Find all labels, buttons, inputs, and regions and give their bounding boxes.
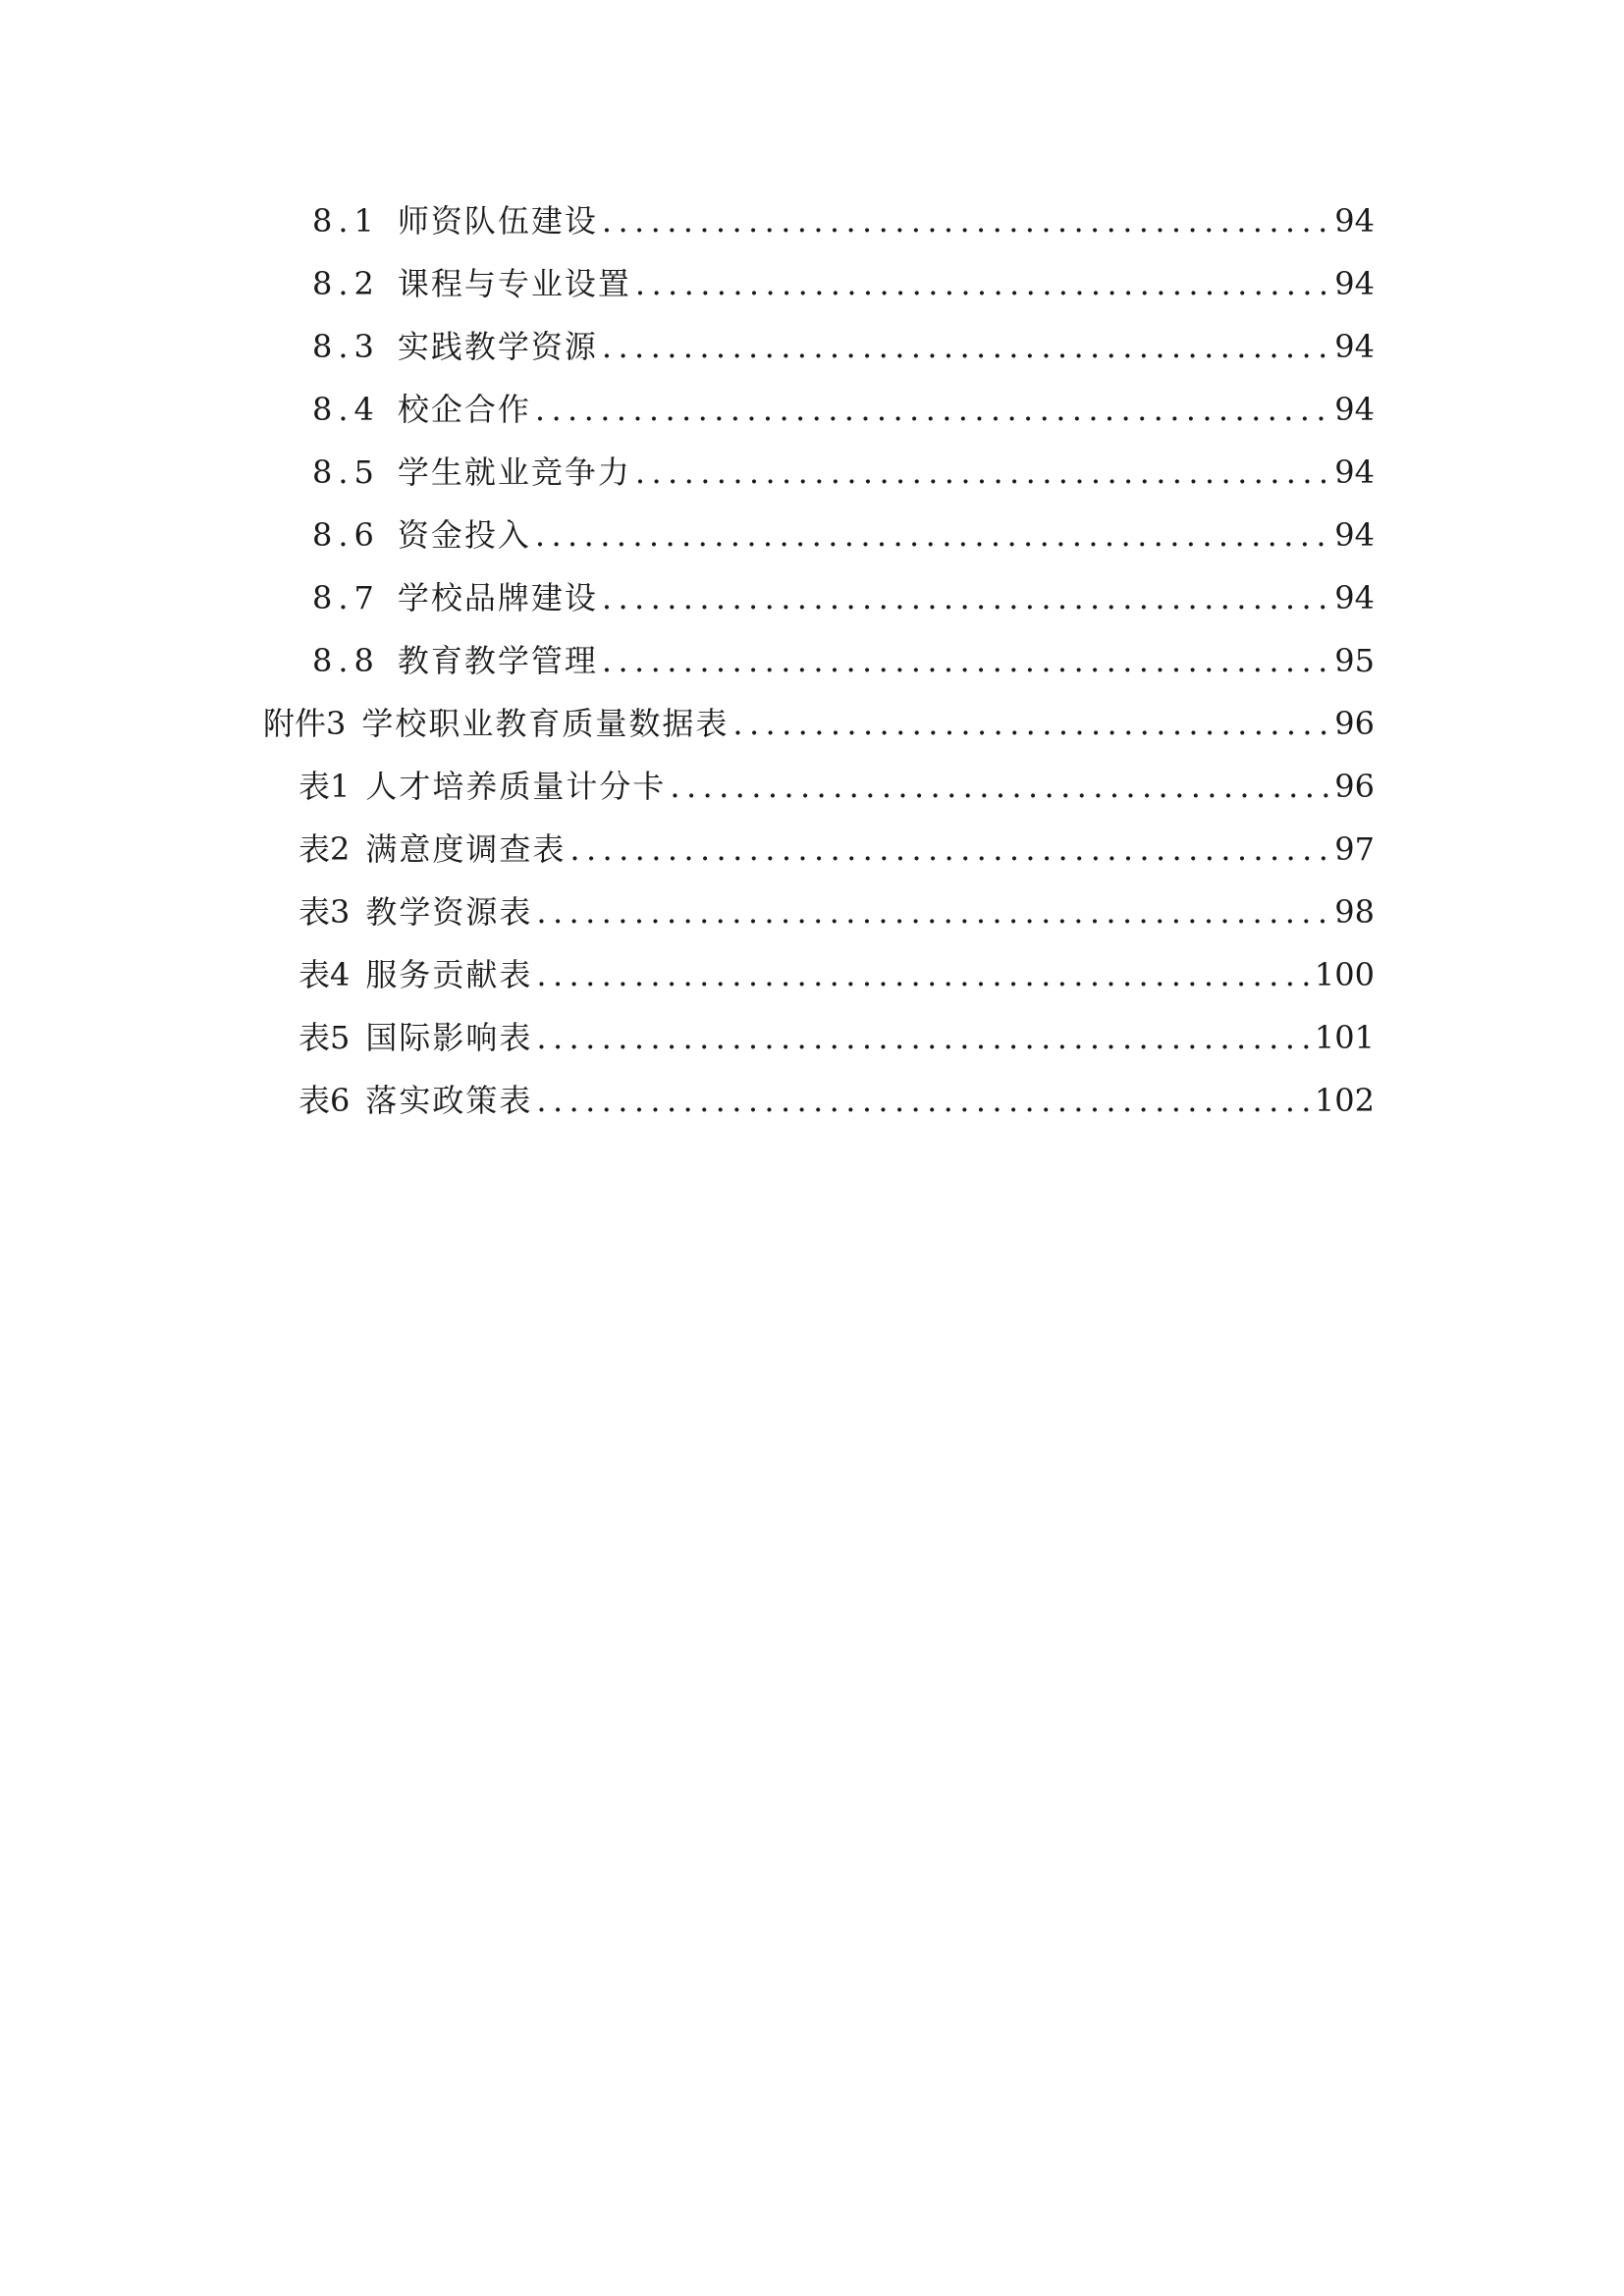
toc-entry[interactable] xyxy=(312,510,1375,560)
toc-entry-number: 8.3 xyxy=(312,328,380,365)
toc-entry[interactable] xyxy=(298,1076,1375,1125)
toc-entry[interactable] xyxy=(312,385,1375,434)
dot-leader xyxy=(536,950,1313,999)
dot-leader xyxy=(536,1013,1313,1062)
toc-entry[interactable] xyxy=(298,887,1375,936)
toc-entry-number: 表2 xyxy=(298,830,351,868)
toc-entry-number: 表3 xyxy=(298,893,351,931)
toc-entry-page: 94 xyxy=(1334,516,1375,554)
toc-entry[interactable] xyxy=(312,636,1375,685)
toc-entry[interactable] xyxy=(298,950,1375,999)
dot-leader xyxy=(536,1076,1313,1125)
toc-entry[interactable] xyxy=(312,448,1375,497)
toc-entry-page: 95 xyxy=(1334,642,1375,679)
toc-entry[interactable] xyxy=(312,573,1375,622)
toc-entry-number: 8.7 xyxy=(312,579,380,616)
toc-entry-number: 表1 xyxy=(298,768,351,805)
toc-entry-page: 97 xyxy=(1334,830,1375,868)
toc-entry-number: 附件3 xyxy=(263,705,347,742)
toc-entry-title: 人才培养质量计分卡 xyxy=(365,768,667,805)
toc-entry-page: 98 xyxy=(1334,893,1375,931)
dot-leader xyxy=(635,259,1332,308)
toc-entry-number: 8.1 xyxy=(312,202,380,240)
toc-entry-page: 101 xyxy=(1314,1019,1375,1056)
toc-entry-title: 学校职业教育质量数据表 xyxy=(361,705,730,742)
dot-leader xyxy=(602,196,1332,245)
toc-entry-title: 教学资源表 xyxy=(365,893,533,931)
dot-leader xyxy=(602,322,1332,371)
toc-entry[interactable] xyxy=(312,259,1375,308)
toc-entry[interactable] xyxy=(298,762,1375,811)
toc-entry-title: 校企合作 xyxy=(397,391,531,428)
toc-entry-title: 师资队伍建设 xyxy=(397,202,598,240)
toc-entry-page: 94 xyxy=(1334,391,1375,428)
toc-entry[interactable] xyxy=(312,322,1375,371)
toc-entry-page: 96 xyxy=(1334,768,1375,805)
toc-entry-title: 国际影响表 xyxy=(365,1019,533,1056)
dot-leader xyxy=(732,699,1332,748)
toc-entry-number: 8.8 xyxy=(312,642,380,679)
dot-leader xyxy=(535,385,1332,434)
toc-entry[interactable] xyxy=(298,825,1375,874)
toc-entry-page: 102 xyxy=(1314,1082,1375,1119)
toc-entry-title: 实践教学资源 xyxy=(397,328,598,365)
toc-entry[interactable] xyxy=(298,1013,1375,1062)
toc-entry-page: 94 xyxy=(1334,454,1375,491)
dot-leader xyxy=(536,887,1332,936)
toc-entry-title: 教育教学管理 xyxy=(397,642,598,679)
toc-entry-number: 表4 xyxy=(298,956,351,993)
toc-entry-page: 94 xyxy=(1334,328,1375,365)
dot-leader xyxy=(602,573,1332,622)
toc-entry-number: 8.4 xyxy=(312,391,380,428)
toc-entry-number: 8.2 xyxy=(312,265,380,302)
toc-entry-page: 94 xyxy=(1334,265,1375,302)
toc-entry-title: 服务贡献表 xyxy=(365,956,533,993)
toc-entry-number: 8.5 xyxy=(312,454,380,491)
dot-leader xyxy=(535,510,1332,560)
toc-entry-page: 94 xyxy=(1334,202,1375,240)
dot-leader xyxy=(635,448,1332,497)
dot-leader xyxy=(569,825,1332,874)
toc-entry-number: 表6 xyxy=(298,1082,351,1119)
toc-entry-title: 满意度调查表 xyxy=(365,830,567,868)
toc-entry-page: 96 xyxy=(1334,705,1375,742)
toc-entry-page: 100 xyxy=(1314,956,1375,993)
toc-entry-title: 落实政策表 xyxy=(365,1082,533,1119)
toc-entry-title: 学校品牌建设 xyxy=(397,579,598,616)
toc-entry[interactable] xyxy=(312,196,1375,245)
toc-entry-page: 94 xyxy=(1334,579,1375,616)
toc-entry-number: 8.6 xyxy=(312,516,380,554)
dot-leader xyxy=(670,762,1332,811)
toc-entry-number: 表5 xyxy=(298,1019,351,1056)
toc-entry-title: 资金投入 xyxy=(397,516,531,554)
toc-entry-title: 课程与专业设置 xyxy=(397,265,631,302)
toc-entry-appendix[interactable] xyxy=(263,699,1375,748)
toc-entry-title: 学生就业竞争力 xyxy=(397,454,631,491)
dot-leader xyxy=(602,636,1332,685)
